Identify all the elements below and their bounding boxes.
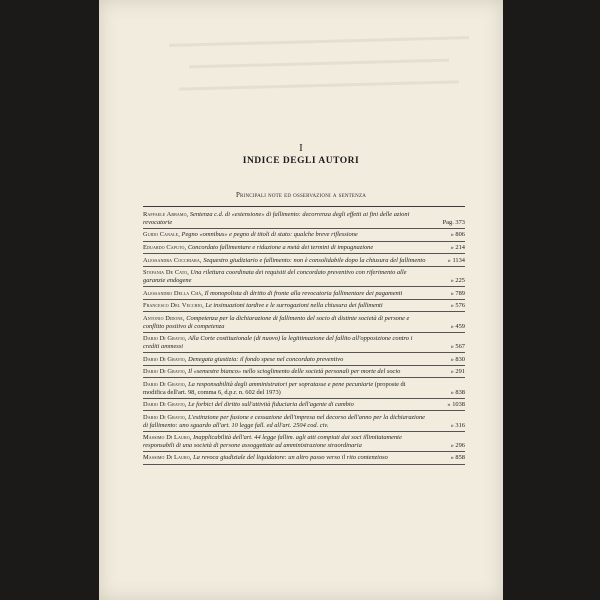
entry-title: Il «semestre bianco» nello scioglimento delle società personali per morte del socio <box>188 368 401 376</box>
bleed-through-line <box>189 59 449 69</box>
entry-title: Le forbici del diritto sull'attività fiduciaria dell'agente di cambio <box>188 401 354 409</box>
entry-title: La responsabilità degli amministratori per sopratasse e pene pecuniarie <box>188 380 374 388</box>
entry-page-number: » 830 <box>450 355 465 363</box>
entry-page-number: » 858 <box>450 454 465 462</box>
entry-author: Guido Canale, <box>143 231 180 239</box>
entry-title: Inapplicabilità dell'art. 44 legge fallim. agli atti compiuti dai soci illimitatamente responsabili di una società di persone assoggettate ad amministrazione straordinaria <box>143 434 402 449</box>
entry-author: Alessandra Cocchiara, <box>143 256 202 264</box>
entry-author: Massimo Di Lauro, <box>143 434 192 442</box>
index-entry <box>143 231 465 241</box>
index-entry <box>143 315 465 333</box>
index-entry <box>143 368 465 378</box>
entry-page-number: » 1134 <box>447 256 465 264</box>
entry-author: Francesco Del Vecchio, <box>143 302 204 310</box>
book-page <box>99 0 503 600</box>
entry-author: Dario Di Gravio, <box>143 401 187 409</box>
entry-page-number: » 316 <box>450 421 465 429</box>
entry-page-number: » 567 <box>450 342 465 350</box>
page-title: INDICE DEGLI AUTORI <box>242 156 360 166</box>
index-entry <box>143 335 465 353</box>
entry-author: Dario Di Gravio, <box>143 368 187 376</box>
entry-note: (proposte di modifica dell'art. 98, comma 6, d.p.r. n. 602 del 1973) <box>143 380 406 396</box>
index-entry <box>143 401 465 411</box>
index-entry <box>143 414 465 432</box>
entry-page-number: » 291 <box>450 368 465 376</box>
entry-page-number: » 225 <box>450 276 465 284</box>
entry-author: Stefania De Cato, <box>143 269 189 277</box>
index-entry <box>143 302 465 312</box>
entry-title: Competenza per la dichiarazione di fallimento del socio di distinte società di persone e conflitto positivo di competenza <box>143 314 410 330</box>
index-entry <box>143 434 465 452</box>
index-entry <box>143 244 465 254</box>
entry-page-number: » 1038 <box>447 401 465 409</box>
index-entry <box>143 356 465 366</box>
entry-title: Pegno «omnibus» e pegno di titoli di stato: qualche breve riflessione <box>181 231 358 239</box>
entry-title: Alla Corte costituzionale (di nuovo) la legittimazione del fallito all'opposizione contro i crediti ammessi <box>143 335 413 350</box>
entry-author: Eduardo Caputo, <box>143 243 187 251</box>
entry-author: Dario Di Gravio, <box>143 380 187 388</box>
bleed-through-line <box>179 80 459 90</box>
entry-title: Le insinuazioni tardive e le surrogazioni nella chiusura dei fallimenti <box>205 302 383 310</box>
entry-title: Una rilettura coordinata dei requisiti del concordato preventivo con riferimento alle garanzie endogene <box>143 269 407 284</box>
index-entry <box>143 290 465 300</box>
top-rule <box>143 206 465 207</box>
entry-author: Massimo Di Lauro, <box>143 454 192 462</box>
entry-title: Denegata giustizia: il fondo spese nel concordato preventivo <box>188 355 344 363</box>
index-entry <box>143 454 465 464</box>
entry-author: Dario Di Gravio, <box>143 355 187 363</box>
index-entry <box>143 211 465 229</box>
entry-title: La revoca giudiziale del liquidatore: un altro passo verso il rito contenzioso <box>193 454 388 462</box>
author-index-list <box>143 211 465 467</box>
index-entry <box>143 269 465 287</box>
entry-title: Il monopolista di diritto di fronte alla revocatoria fallimentare dei pagamenti <box>204 289 403 297</box>
index-entry <box>143 381 465 399</box>
entry-author: Alessandro Della Chà, <box>143 289 203 297</box>
entry-page-number: » 838 <box>450 388 465 396</box>
index-entry <box>143 257 465 267</box>
bleed-through-line <box>169 36 469 47</box>
entry-title: Sentenza c.d. di «estensione» di fallimento: decorrenza degli effetti ai fini delle azioni revocatorie <box>143 211 410 226</box>
entry-title: Sequestro giudiziario e fallimento: non è consolidabile dopo la chiusura del fallimento <box>203 256 426 264</box>
entry-author: Dario Di Gravio, <box>143 413 187 421</box>
entry-page-number: » 459 <box>450 322 465 330</box>
entry-author: Antonio Didone, <box>143 314 185 322</box>
entry-page-number: » 576 <box>450 302 465 310</box>
entry-page-number: » 214 <box>450 243 465 251</box>
entry-page-number: » 806 <box>450 231 465 239</box>
entry-title: L'estinzione per fusione e cessazione dell'impresa nel decorso dell'anno per la dichiarazione di fallimento: uno sguardo all'art. 10 legge fall. ed all'art. 2504 cod. civ. <box>143 413 426 429</box>
entry-author: Dario Di Gravio, <box>143 335 187 343</box>
entry-author: Raffaele Abbamo, <box>143 211 189 218</box>
entry-page-number: » 789 <box>450 289 465 297</box>
section-number: I <box>299 142 303 154</box>
entry-title: Concordato fallimentare e riduzione a metà dei termini di impugnazione <box>187 243 374 251</box>
section-subtitle: Principali note ed osservazioni a sentenza <box>235 191 367 199</box>
entry-page-number: » 296 <box>450 441 465 449</box>
entry-page-number: Pag. 373 <box>442 218 465 226</box>
